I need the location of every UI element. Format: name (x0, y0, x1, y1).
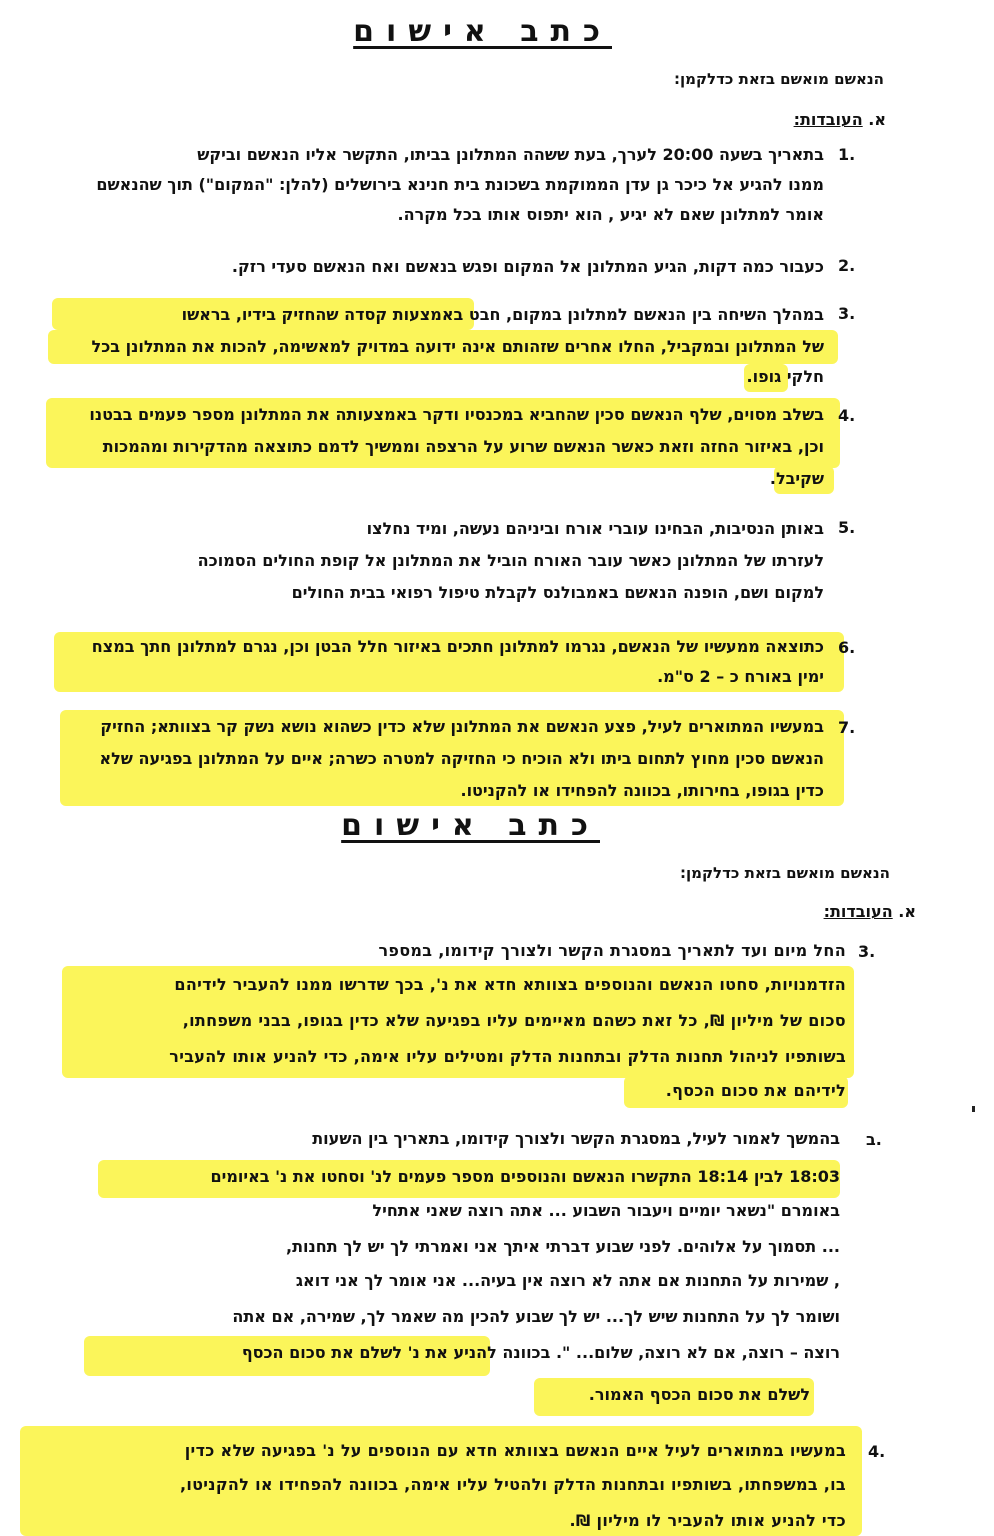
doc2-item-line: הזדמנויות, סחטו הנאשם והנוספים בצוותא חדא את נ', בכך שדרשו ממנו להעביר לידיהם (174, 975, 846, 994)
doc1-item-line: ממנו להגיע אל כיכר גן עדן הממוקמת בשכונת בית חנינא בירושלים (להלן: "המקום") תוך שהנאשם (96, 175, 824, 194)
doc1-item-line: כתוצאה ממעשיו של הנאשם, נגרמו למתלונן חתכים באיזור חלל הבטן וכן, נגרם למתלונן חתך במצח (91, 637, 824, 656)
doc2-item-line: בשותפיו לניהול תחנות הדלק ובתחנות הדלק ומטילים עליו אימה, כדי להניע אותו להעביר (169, 1047, 846, 1066)
doc2-item-line: 18:03 לבין 18:14 התקשרו הנאשם והנוספים מספר פעמים לנ' וסחטו את נ' באיומים (210, 1167, 840, 1186)
doc1-item-line: כדין בגופו, בחירותו, בכוונה להפחידו או להקניטו. (460, 781, 824, 800)
doc2-item-line: רוצה – רוצה, אם לא רוצה, שלום... ". בכוונה להניע את נ' לשלם את סכום הכסף (241, 1343, 840, 1362)
doc1-accused-line: הנאשם מואשם בזאת כדלקמן: (673, 70, 884, 88)
doc2-section-heading (824, 902, 916, 921)
doc1-item-line: במעשיו המתוארים לעיל, פצע הנאשם את המתלונן שלא כדין כשהוא נושא נשק קר בצוותא; החזיק (100, 717, 824, 736)
doc1-section-letter: א. (868, 110, 886, 129)
doc2-item-line: ... תסמוך על אלוהים. לפני שבוע דברתי איתך אני ואמרתי לך יש לך תחנות, (286, 1237, 840, 1256)
doc1-item-number: 3. (838, 304, 856, 323)
doc2-accused-line: הנאשם מואשם בזאת כדלקמן: (679, 864, 890, 882)
doc2-item-line: בו, במשפחתו, בשותפיו ובתחנות הדלק ולהטיל עליו אימה, בכוונה להפחידו או להקניטו, (179, 1475, 846, 1494)
doc1-item-line: שקיבל. (769, 469, 824, 488)
doc2-item-line: , שמירות על התחנות אם אתה לא רוצה אין בעיה... אני אומר לך אני דואג (295, 1271, 840, 1290)
doc1-item-line: אומר למתלונן שאם לא יגיע , הוא יתפוס אותו בכל מקרה. (397, 205, 824, 224)
doc1-item-number: 4. (838, 406, 856, 425)
doc1-item-line: כעבור כמה דקות, הגיע המתלונן אל המקום ופגש בנאשם ואח הנאשם סעדי רזק. (231, 257, 824, 276)
doc1-item-line: לעזרתו של המתלונן כאשר עובר האורח הוביל את המתלונן אל קופת החולים הסמוכה (197, 551, 824, 570)
doc1-item-number: 2. (838, 256, 856, 275)
doc2-item-line: סכום של מיליון ₪, כל זאת כשהם מאיימים עליו בפגיעה שלא כדין בגופו, בבני משפחתו, (182, 1011, 846, 1030)
doc2-title: כתב אישום (341, 808, 600, 843)
scan-speck (972, 1106, 975, 1112)
doc1-item-line: וכן, באיזור החזה וזאת כאשר הנאשם שרוע על הרצפה וממשיך לדמם כתוצאה מהדקירות ומהמכות (102, 437, 824, 456)
doc1-item-number: 5. (838, 518, 856, 537)
doc2-item-line: לשלם את סכום הכסף האמור. (588, 1385, 810, 1404)
doc1-item-line: בתאריך בשעה 20:00 לערך, בעת ששהה המתלונן בביתו, התקשר אליו הנאשם וביקש (197, 145, 824, 164)
doc2-item-line: ושומר לך על התחנות שיש לך... יש לך שבוע להכין מה שאמר לך, שמירה, אם אתה (232, 1307, 840, 1326)
doc1-item-number: 1. (838, 145, 856, 164)
doc2-item-line: לידיהם את סכום הכסף. (665, 1081, 846, 1100)
doc1-item-line: במהלך השיחה בין הנאשם למתלונן במקום, חבט באמצעות קסדה שהחזיק בידיו, בראשו (181, 305, 824, 324)
doc1-section-title: העובדות: (793, 110, 863, 129)
doc2-item-number: 3. (858, 942, 876, 961)
doc1-item-line: חלקי גופו. (746, 367, 824, 386)
doc2-item-line: החל מיום ועד לתאריך במסגרת הקשר ולצורך קידומו, במספר (378, 941, 846, 960)
doc2-item-number: 4. (868, 1442, 886, 1461)
doc2-item-line: באומרם "נשאר יומיים ויעבור השבוע ... אתה רוצה שאני אתחיל (372, 1201, 840, 1220)
doc1-item-line: למקום ושם, הופנה הנאשם באמבולנס לקבלת טיפול רפואי בבית החולים (291, 583, 824, 602)
doc1-title: כתב אישום (353, 14, 612, 49)
doc2-item-number: ב. (866, 1130, 882, 1149)
doc2-item-line: בהמשך לאמור לעיל, במסגרת הקשר ולצורך קידומו, בתאריך בין השעות (312, 1129, 840, 1148)
doc2-item-line: כדי להניע אותו להעביר לו מיליון ₪. (569, 1511, 846, 1530)
doc2-section-letter: א. (898, 902, 916, 921)
doc1-item-line: באותן הנסיבות, הבחינו עוברי אורח וביניהם נעשה, ומיד נחלצו (366, 519, 824, 538)
doc1-section-heading (794, 110, 886, 129)
doc1-item-line: של המתלונן ובמקביל, החלו אחרים שזהותם אינה ידועה במדויק למאשימה, להכות את המתלונן בכל (91, 337, 824, 356)
doc1-item-number: 6. (838, 638, 856, 657)
doc1-item-line: בשלב מסוים, שלף הנאשם סכין שהחביא במכנסיו ודקר באמצעותה את המתלונן מספר פעמים בבטנו (89, 405, 824, 424)
doc1-item-line: הנאשם סכין מחוץ לתחום ביתו ולא הוכיח כי החזיקה למטרה כשרה; איים על המתלונן בפגיעה שלא (99, 749, 824, 768)
doc1-item-number: 7. (838, 718, 856, 737)
doc2-item-line: במעשיו במתוארים לעיל איים הנאשם בצוותא חדא עם הנוספים על נ' בפגיעה שלא כדין (184, 1441, 846, 1460)
doc1-item-line: ימין באורח כ – 2 ס"מ. (657, 667, 824, 686)
doc2-section-title: העובדות: (823, 902, 893, 921)
